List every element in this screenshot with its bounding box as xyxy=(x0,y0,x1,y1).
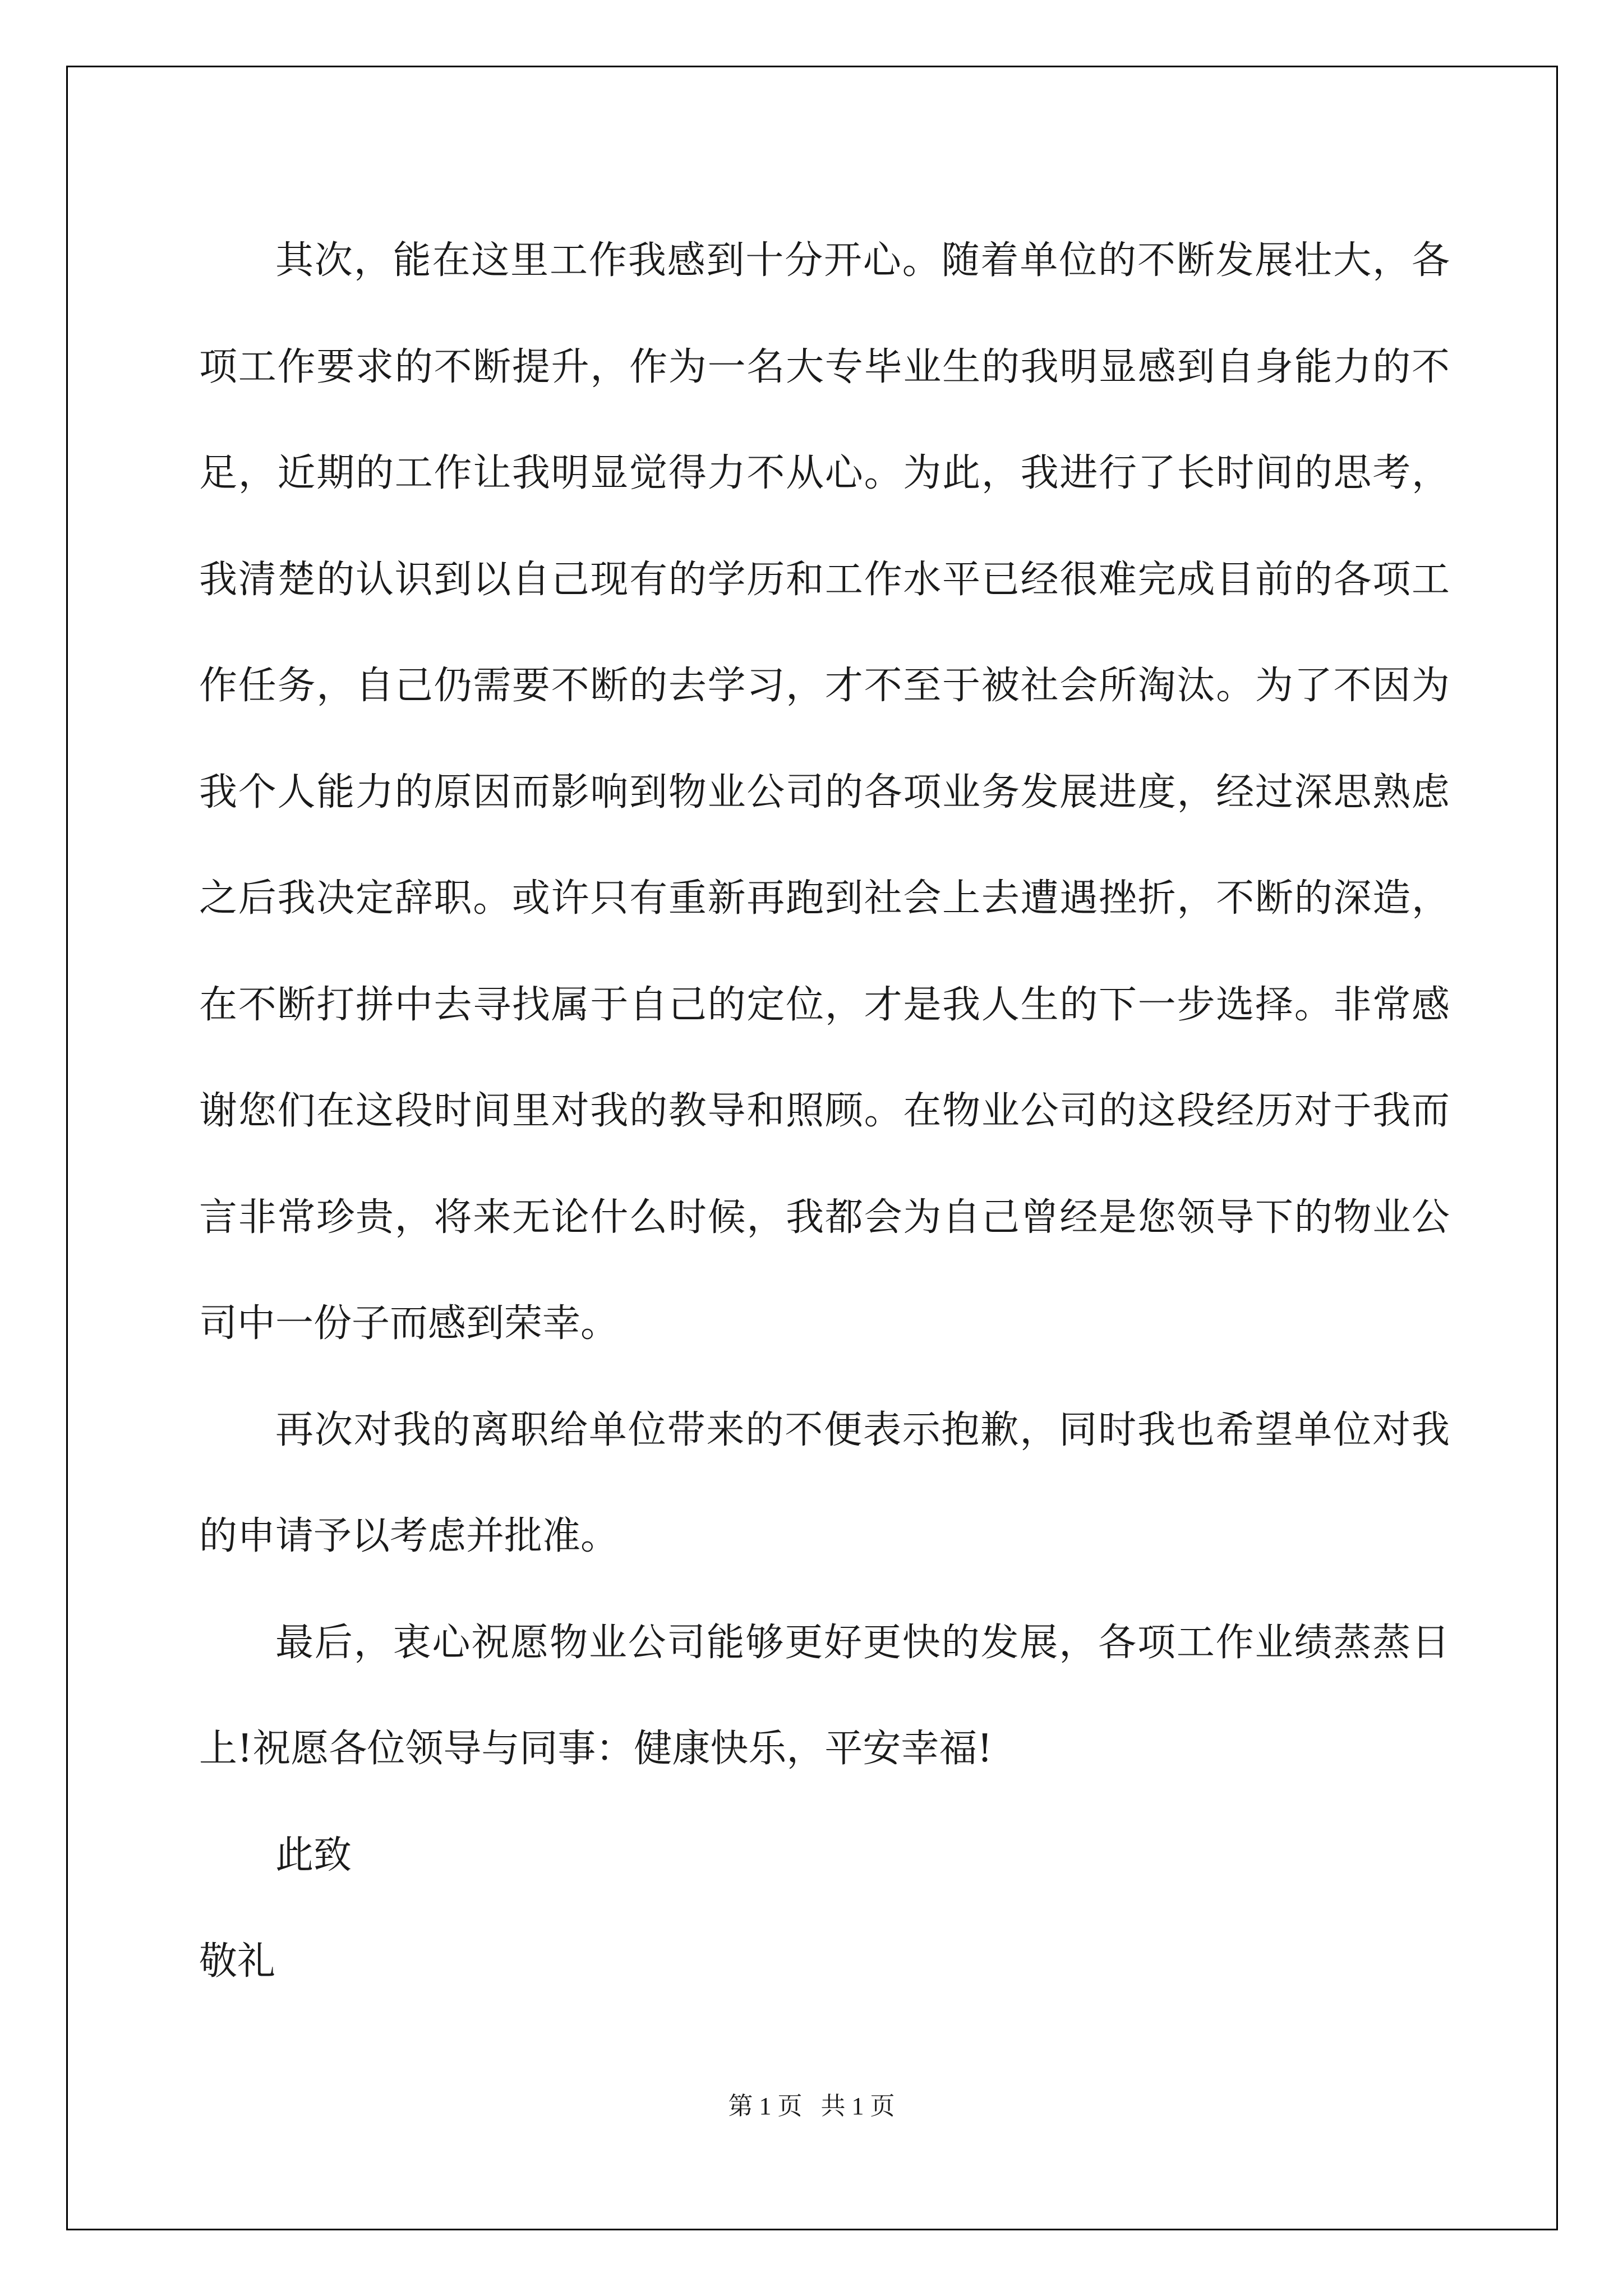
closing-regards: 敬礼 xyxy=(199,1939,276,1984)
paragraph-apology: 再次对我的离职给单位带来的不便表示抱歉，同时我也希望单位对我的申请予以考虑并批准。 xyxy=(199,1407,1450,1558)
paragraph-resignation-reason: 其次，能在这里工作我感到十分开心。随着单位的不断发展壮大，各项工作要求的不断提升，作为一名大专毕业生的我明显感到自身能力的不足，近期的工作让我明显觉得力不从心。为此，我进行了长时间的思考，我清楚的认识到以自己现有的学历和工作水平已经很难完成目前的各项工作任务，自己仍需要不断的去学习，才不至于被社会所淘汰。为了不因为我个人能力的原因而影响到物业公司的各项业务发展进度，经过深思熟虑之后我决定辞职。或许只有重新再跑到社会上去遭遇挫折，不断的深造，在不断打拼中去寻找属于自己的定位，才是我人生的下一步选择。非常感谢您们在这段时间里对我的教导和照顾。在物业公司的这段经历对于我而言非常珍贵，将来无论什么时候，我都会为自己曾经是您领导下的物业公司中一份子而感到荣幸。 xyxy=(199,238,1450,1346)
letter-body xyxy=(199,208,1450,2015)
paragraph-best-wishes: 最后，衷心祝愿物业公司能够更好更快的发展，各项工作业绩蒸蒸日上!祝愿各位领导与同事：健康快乐，平安幸福! xyxy=(199,1620,1450,1771)
page-number-footer: 第 1 页 共 1 页 xyxy=(728,2092,895,2120)
paragraph-salutation: 此致 xyxy=(275,1833,352,1878)
